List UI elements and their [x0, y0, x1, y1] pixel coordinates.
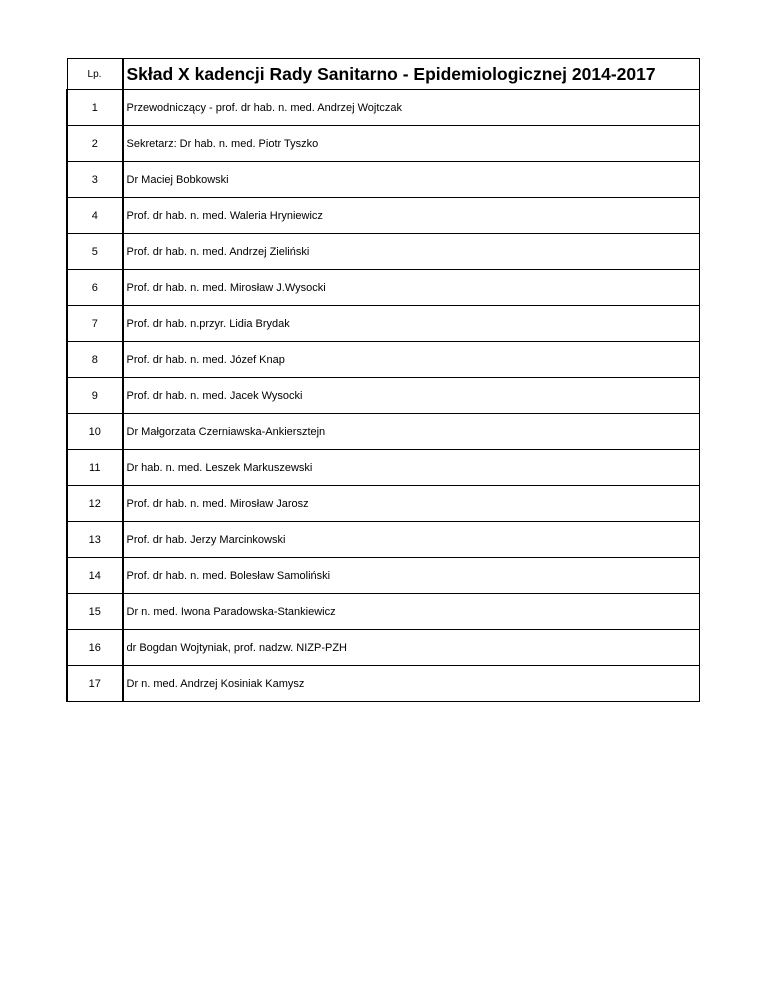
row-number: 1 — [67, 90, 123, 126]
row-number: 10 — [67, 414, 123, 450]
table-row — [67, 270, 699, 306]
table-row — [67, 630, 699, 666]
table-row — [67, 162, 699, 198]
table-row — [67, 306, 699, 342]
row-number: 5 — [67, 234, 123, 270]
member-name: Dr hab. n. med. Leszek Markuszewski — [123, 450, 700, 486]
member-name: Przewodniczący - prof. dr hab. n. med. Andrzej Wojtczak — [123, 90, 700, 126]
table-row — [67, 414, 699, 450]
table-row — [67, 558, 699, 594]
council-members-table — [66, 58, 700, 702]
member-name: Sekretarz: Dr hab. n. med. Piotr Tyszko — [123, 126, 700, 162]
row-number: 3 — [67, 162, 123, 198]
table-row — [67, 126, 699, 162]
row-number: 12 — [67, 486, 123, 522]
row-number: 8 — [67, 342, 123, 378]
member-name: Dr Maciej Bobkowski — [123, 162, 700, 198]
table-row — [67, 486, 699, 522]
table-row — [67, 90, 699, 126]
row-number: 15 — [67, 594, 123, 630]
member-name: Dr n. med. Andrzej Kosiniak Kamysz — [123, 666, 700, 702]
table-row — [67, 378, 699, 414]
row-number: 9 — [67, 378, 123, 414]
table-row — [67, 198, 699, 234]
member-name: Prof. dr hab. n. med. Mirosław J.Wysocki — [123, 270, 700, 306]
member-name: dr Bogdan Wojtyniak, prof. nadzw. NIZP-PZH — [123, 630, 700, 666]
table-row — [67, 666, 699, 702]
member-name: Prof. dr hab. n. med. Józef Knap — [123, 342, 700, 378]
row-number: 6 — [67, 270, 123, 306]
row-number: 11 — [67, 450, 123, 486]
row-number: 4 — [67, 198, 123, 234]
row-number: 13 — [67, 522, 123, 558]
member-name: Prof. dr hab. n. med. Mirosław Jarosz — [123, 486, 700, 522]
row-number: 7 — [67, 306, 123, 342]
table-row — [67, 342, 699, 378]
table-row — [67, 450, 699, 486]
lp-header: Lp. — [67, 59, 123, 90]
member-name: Prof. dr hab. n.przyr. Lidia Brydak — [123, 306, 700, 342]
member-name: Prof. dr hab. n. med. Waleria Hryniewicz — [123, 198, 700, 234]
table-row — [67, 234, 699, 270]
member-name: Prof. dr hab. n. med. Andrzej Zieliński — [123, 234, 700, 270]
row-number: 16 — [67, 630, 123, 666]
row-number: 17 — [67, 666, 123, 702]
member-name: Dr n. med. Iwona Paradowska-Stankiewicz — [123, 594, 700, 630]
table-row — [67, 522, 699, 558]
table-title: Skład X kadencji Rady Sanitarno - Epidemiologicznej 2014-2017 — [123, 59, 700, 90]
member-name: Dr Małgorzata Czerniawska-Ankiersztejn — [123, 414, 700, 450]
table-row — [67, 594, 699, 630]
table-header-row — [67, 59, 699, 90]
row-number: 2 — [67, 126, 123, 162]
row-number: 14 — [67, 558, 123, 594]
member-name: Prof. dr hab. n. med. Bolesław Samoliński — [123, 558, 700, 594]
member-name: Prof. dr hab. n. med. Jacek Wysocki — [123, 378, 700, 414]
member-name: Prof. dr hab. Jerzy Marcinkowski — [123, 522, 700, 558]
